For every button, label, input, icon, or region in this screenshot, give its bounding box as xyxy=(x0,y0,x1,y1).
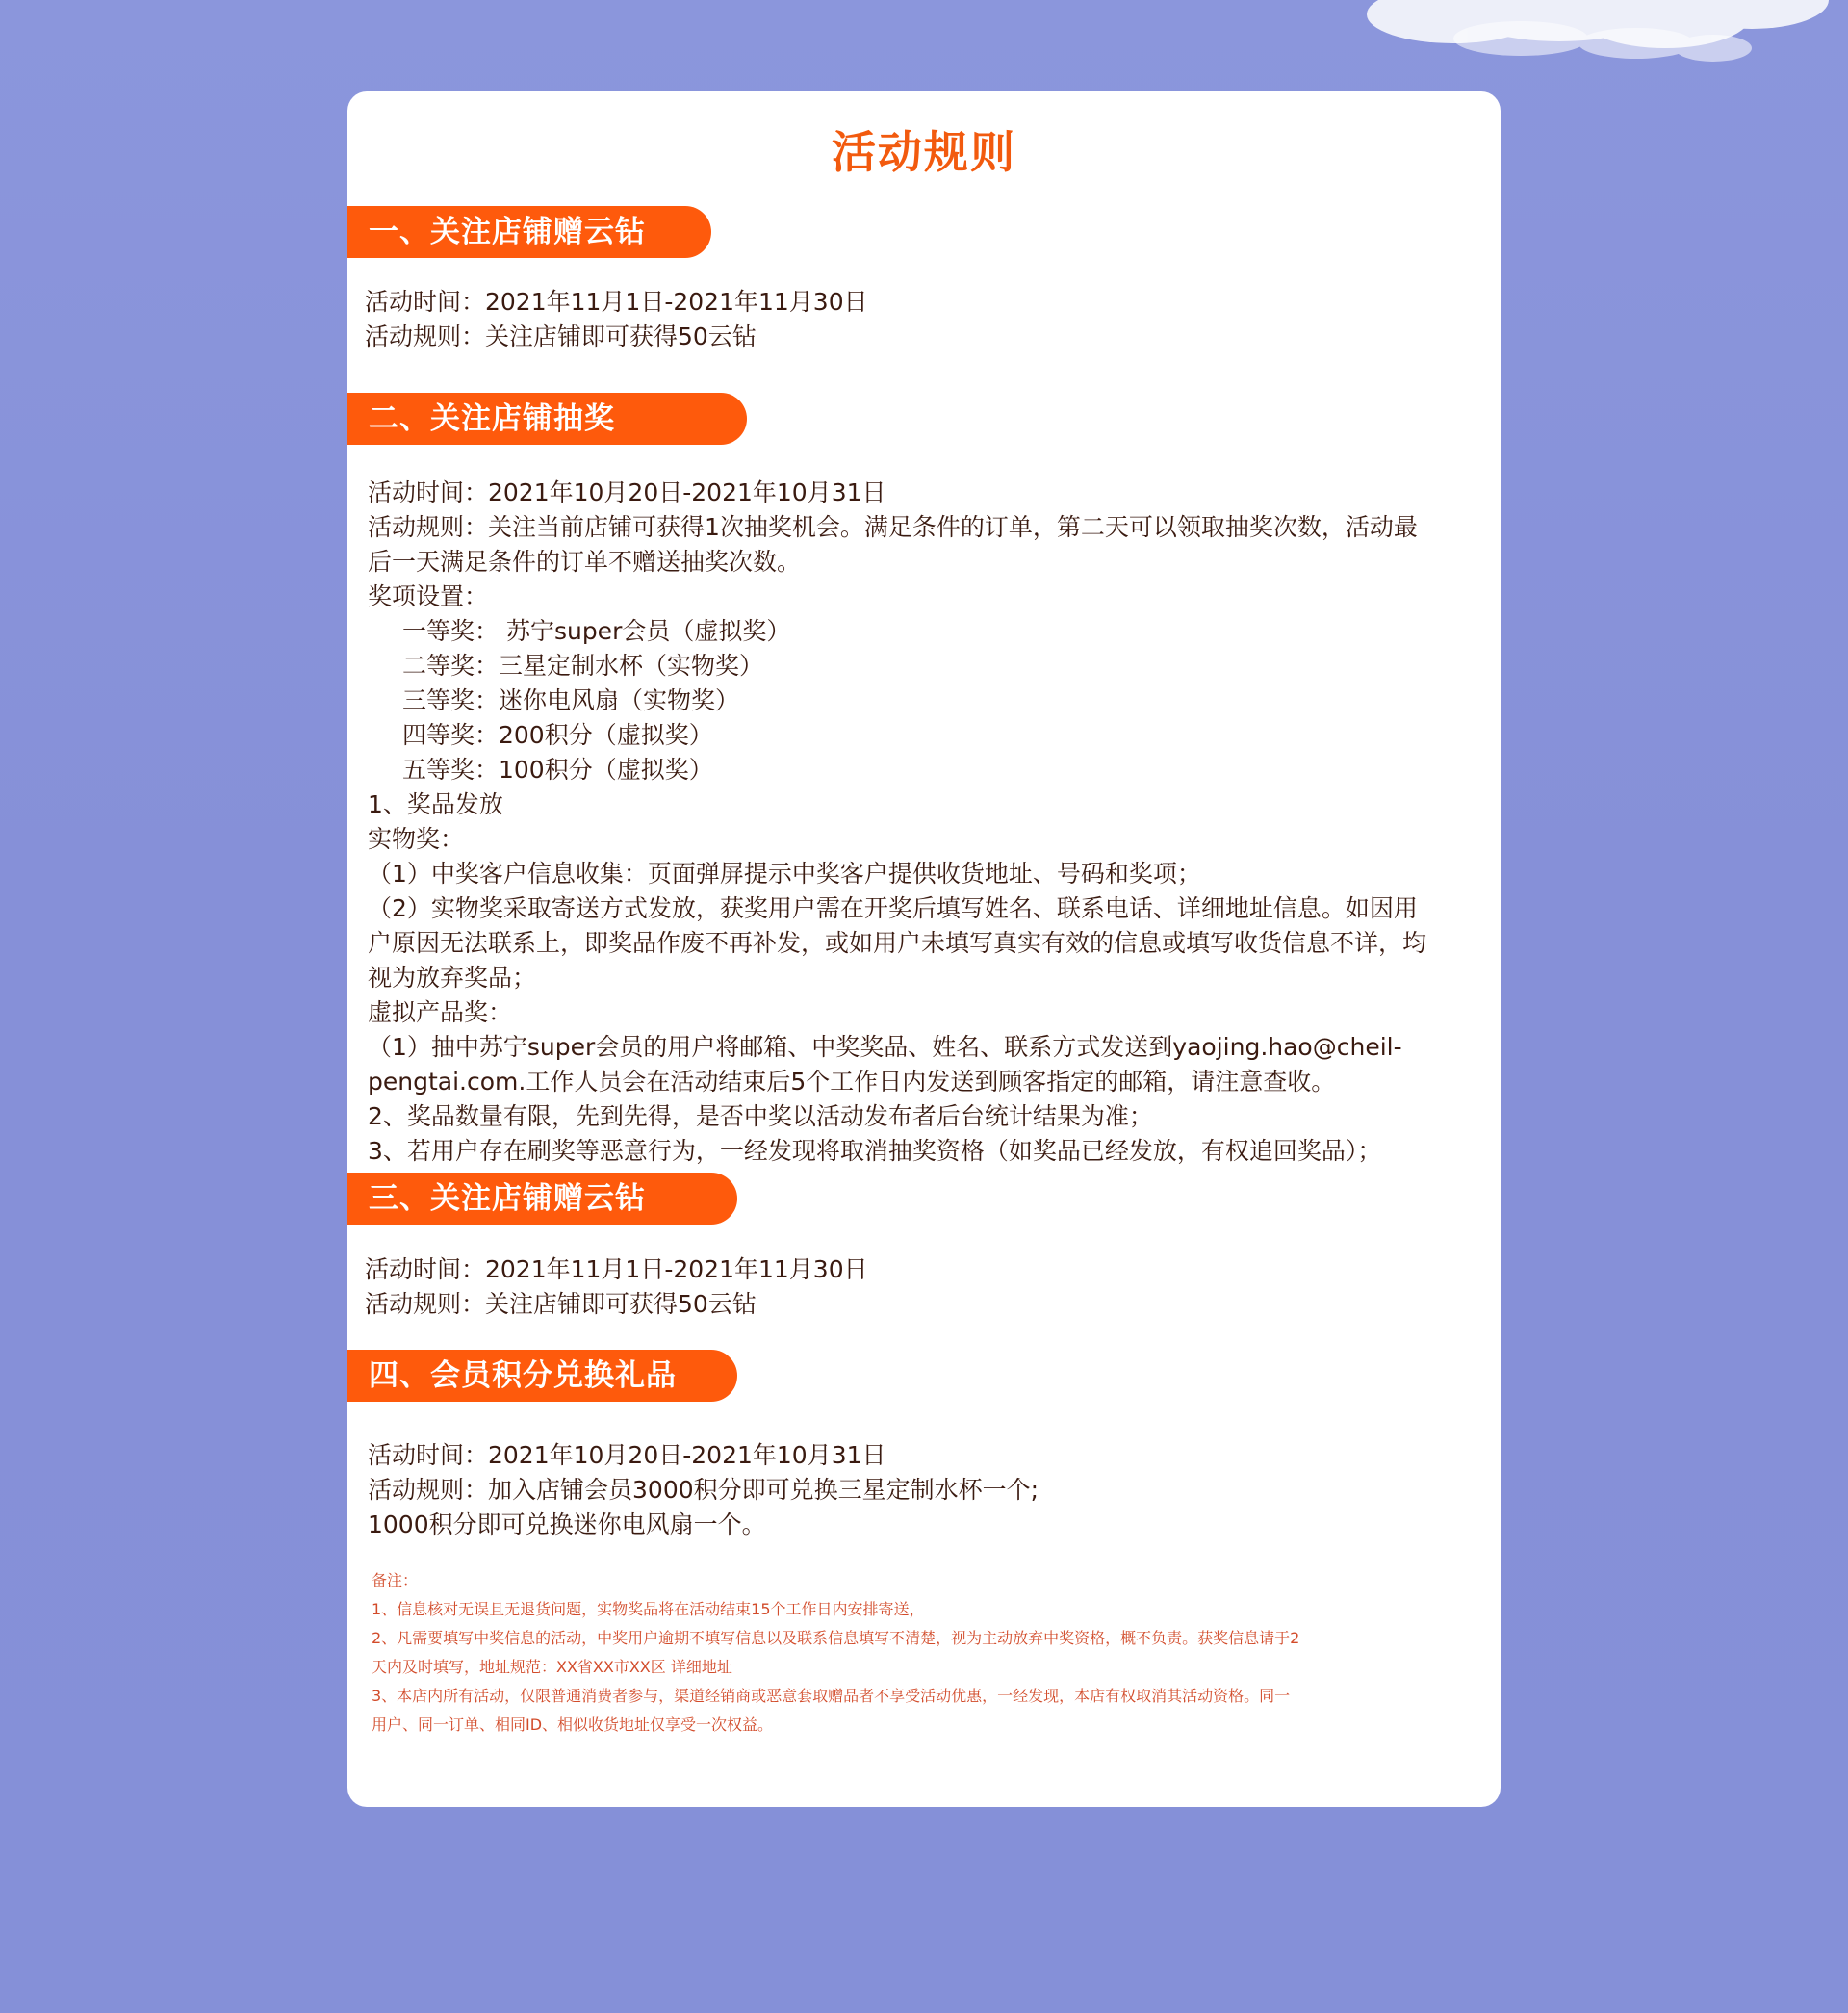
prize-item: 四等奖：200积分（虚拟奖） xyxy=(402,721,713,749)
section-2-line: 实物奖： xyxy=(368,825,465,853)
section-2-line: （1）中奖客户信息收集：页面弹屏提示中奖客户提供收货地址、号码和奖项； xyxy=(368,860,1201,888)
section-2-line: 活动规则：关注当前店铺可获得1次抽奖机会。满足条件的订单，第二天可以领取抽奖次数，活动最 xyxy=(368,513,1418,541)
cloud-decoration xyxy=(1348,0,1848,77)
prize-item: 三等奖：迷你电风扇（实物奖） xyxy=(402,686,740,714)
section-1-line: 活动时间：2021年11月1日-2021年11月30日 xyxy=(365,288,868,316)
prize-item: 一等奖： 苏宁super会员（虚拟奖） xyxy=(402,617,791,645)
section-1-body xyxy=(365,285,1472,354)
section-2-line: （2）实物奖采取寄送方式发放，获奖用户需在开奖后填写姓名、联系电话、详细地址信息。如因用 xyxy=(368,894,1418,922)
section-2-line: 2、奖品数量有限，先到先得，是否中奖以活动发布者后台统计结果为准； xyxy=(368,1102,1153,1130)
section-2-line: 活动时间：2021年10月20日-2021年10月31日 xyxy=(368,478,886,506)
section-4-line: 活动时间：2021年10月20日-2021年10月31日 xyxy=(368,1441,886,1469)
section-3-heading: 三、关注店铺赠云钻 xyxy=(347,1173,737,1225)
section-4-heading: 四、会员积分兑换礼品 xyxy=(347,1350,737,1402)
section-2-heading: 二、关注店铺抽奖 xyxy=(347,393,747,445)
section-4-body xyxy=(368,1438,1475,1542)
prize-item: 二等奖：三星定制水杯（实物奖） xyxy=(402,652,764,680)
section-2-line: 虚拟产品奖： xyxy=(368,998,513,1026)
section-1-line: 活动规则：关注店铺即可获得50云钻 xyxy=(365,323,757,350)
section-2-line: 奖项设置： xyxy=(368,582,489,610)
section-2-line: 后一天满足条件的订单不赠送抽奖次数。 xyxy=(368,548,802,576)
notes-block xyxy=(372,1566,1450,1740)
note-line: 1、信息核对无误且无退货问题，实物奖品将在活动结束15个工作日内安排寄送， xyxy=(372,1600,925,1618)
note-line: 天内及时填写，地址规范：XX省XX市XX区 详细地址 xyxy=(372,1658,732,1676)
section-2-body xyxy=(368,476,1475,1169)
prize-item: 五等奖：100积分（虚拟奖） xyxy=(402,756,713,784)
note-line: 用户、同一订单、相同ID、相似收货地址仅享受一次权益。 xyxy=(372,1716,774,1734)
section-2-line: 户原因无法联系上，即奖品作废不再补发，或如用户未填写真实有效的信息或填写收货信息不详，均 xyxy=(368,929,1427,957)
section-2-line: 3、若用户存在刷奖等恶意行为，一经发现将取消抽奖资格（如奖品已经发放，有权追回奖品）； xyxy=(368,1137,1382,1165)
section-2-line: （1）抽中苏宁super会员的用户将邮箱、中奖奖品、姓名、联系方式发送到yaojing.hao@cheil- xyxy=(368,1033,1402,1061)
section-2-line: pengtai.com.工作人员会在活动结束后5个工作日内发送到顾客指定的邮箱，请注意查收。 xyxy=(368,1068,1336,1096)
section-2-line: 1、奖品发放 xyxy=(368,790,503,818)
section-3-line: 活动规则：关注店铺即可获得50云钻 xyxy=(365,1290,757,1318)
section-3-line: 活动时间：2021年11月1日-2021年11月30日 xyxy=(365,1255,868,1283)
section-3-body xyxy=(365,1252,1472,1322)
section-1-heading: 一、关注店铺赠云钻 xyxy=(347,206,711,258)
note-line: 3、本店内所有活动，仅限普通消费者参与，渠道经销商或恶意套取赠品者不享受活动优惠，一经发现，本店有权取消其活动资格。同一 xyxy=(372,1687,1291,1705)
section-2-line: 视为放弃奖品； xyxy=(368,964,537,992)
section-4-line: 1000积分即可兑换迷你电风扇一个。 xyxy=(368,1510,766,1538)
note-line: 2、凡需要填写中奖信息的活动，中奖用户逾期不填写信息以及联系信息填写不清楚，视为主动放弃中奖资格，概不负责。获奖信息请于2 xyxy=(372,1629,1300,1647)
notes-heading: 备注： xyxy=(372,1571,419,1589)
section-4-line: 活动规则：加入店铺会员3000积分即可兑换三星定制水杯一个; xyxy=(368,1476,1040,1504)
page-title: 活动规则 xyxy=(832,126,1016,178)
